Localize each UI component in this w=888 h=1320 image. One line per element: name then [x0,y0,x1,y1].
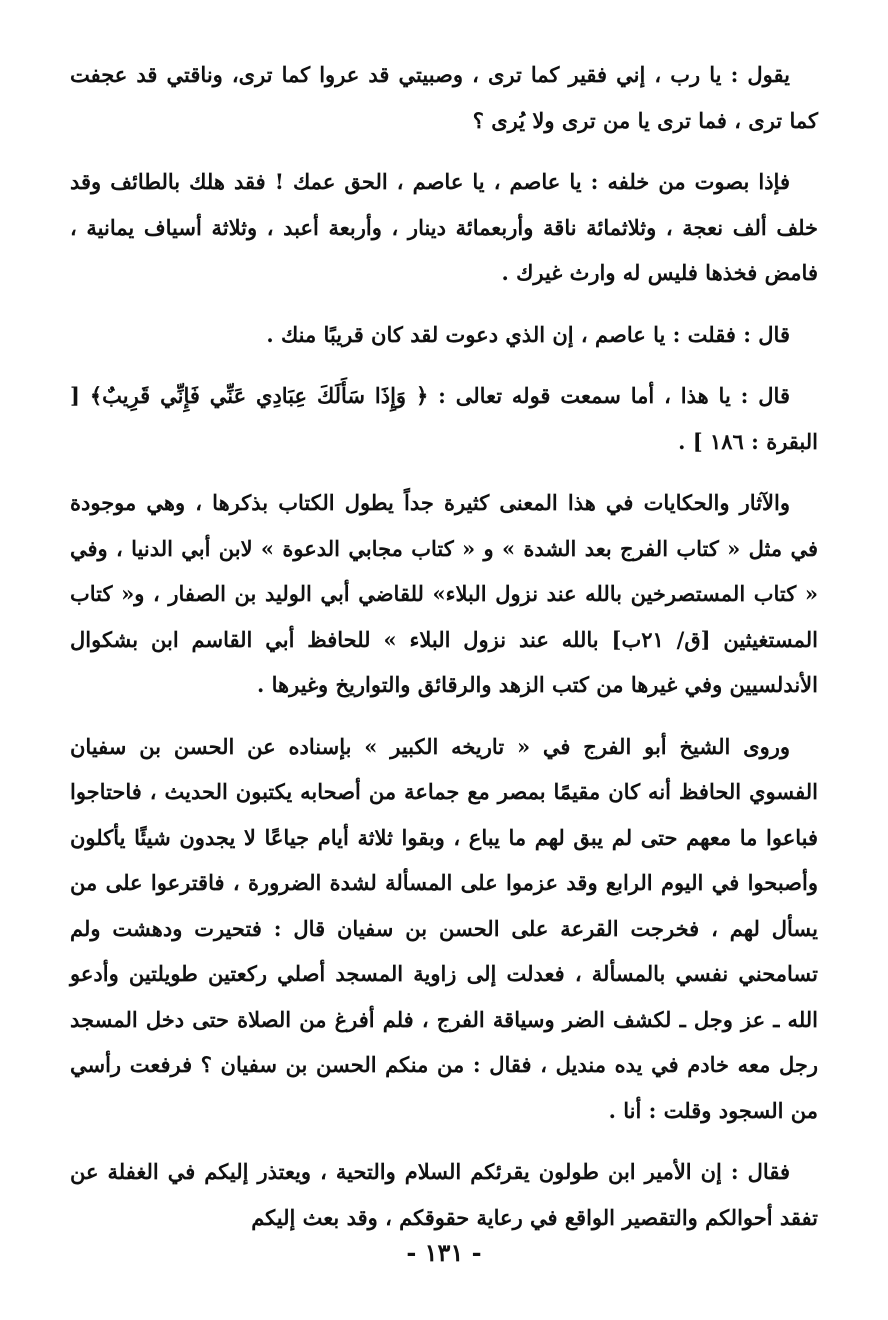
paragraph-prayer: يقول : يا رب ، إني فقير كما ترى ، وصبيتي قد عروا كما ترى، وناقتي قد عجفت كما ترى ، فما ترى يا من ترى ولا يُرى ؟ [70,62,818,133]
paragraph-voice: فإذا بصوت من خلفه : يا عاصم ، يا عاصم ، الحق عمك ! فقد هلك بالطائف وقد خلف ألف نعجة ، وثلاثمائة ناقة وأربعمائة دينار ، وأربعة أعبد ، وثلاثة أسياف يمانية ، فامض فخذها فليس له وارث غيرك . [70,169,818,285]
paragraph-continuation: فقال : إن الأمير ابن طولون يقرئكم السلام والتحية ، ويعتذر إليكم في الغفلة عن تفقد أحوالكم والتقصير الواقع في رعاية حقوقكم ، وقد بعث إليكم [70,1159,818,1230]
paragraph-reply: قال : فقلت : يا عاصم ، إن الذي دعوت لقد كان قريبًا منك . [266,321,790,347]
paragraph-story: وروى الشيخ أبو الفرج في « تاريخه الكبير » بإسناده عن الحسن بن سفيان الفسوي الحافظ أنه كان مقيمًا بمصر مع جماعة من أصحابه يكتبون الحديث ، فاحتاجوا فباعوا ما معهم حتى لم يبق لهم ما يباع ، وبقوا ثلاثة أيام جياعًا لا يجدون شيئًا يأكلون وأصبحوا في اليوم الرابع وقد عزموا على المسألة لشدة الضرورة ، فاقترعوا على من يسأل لهم ، فخرجت القرعة على الحسن بن سفيان قال : فتحيرت ودهشت ولم تسامحني نفسي بالمسألة ، فعدلت إلى زاوية المسجد أصلي ركعتين طويلتين وأدعو الله ـ عز وجل ـ لكشف الضر وسياقة الفرج ، فلم أفرغ من الصلاة حتى دخل المسجد رجل معه خادم في يده منديل ، فقال : من منكم الحسن بن سفيان ؟ فرفعت رأسي من السجود وقلت : أنا . [70,733,818,1123]
page-number: - ١٣١ - [406,1238,482,1267]
page-body [70,52,818,1256]
paragraph-books: والآثار والحكايات في هذا المعنى كثيرة جداً يطول الكتاب بذكرها ، وهي موجودة في مثل « كتاب الفرج بعد الشدة » و « كتاب مجابي الدعوة » لابن أبي الدنيا ، وفي « كتاب المستصرخين بالله عند نزول البلاء» للقاضي أبي الوليد بن الصفار ، و« كتاب المستغيثين [ق/ ٢١ب] بالله عند نزول البلاء » للحافظ أبي القاسم ابن بشكوال الأندلسيين وفي غيرها من كتب الزهد والرقائق والتواريخ وغيرها . [70,490,819,697]
paragraph-verse: قال : يا هذا ، أما سمعت قوله تعالى : ﴿ وَإِذَا سَأَلَكَ عِبَادِي عَنِّي فَإِنِّي قَرِيبٌ﴾ [ البقرة : ١٨٦ ] . [70,383,818,454]
